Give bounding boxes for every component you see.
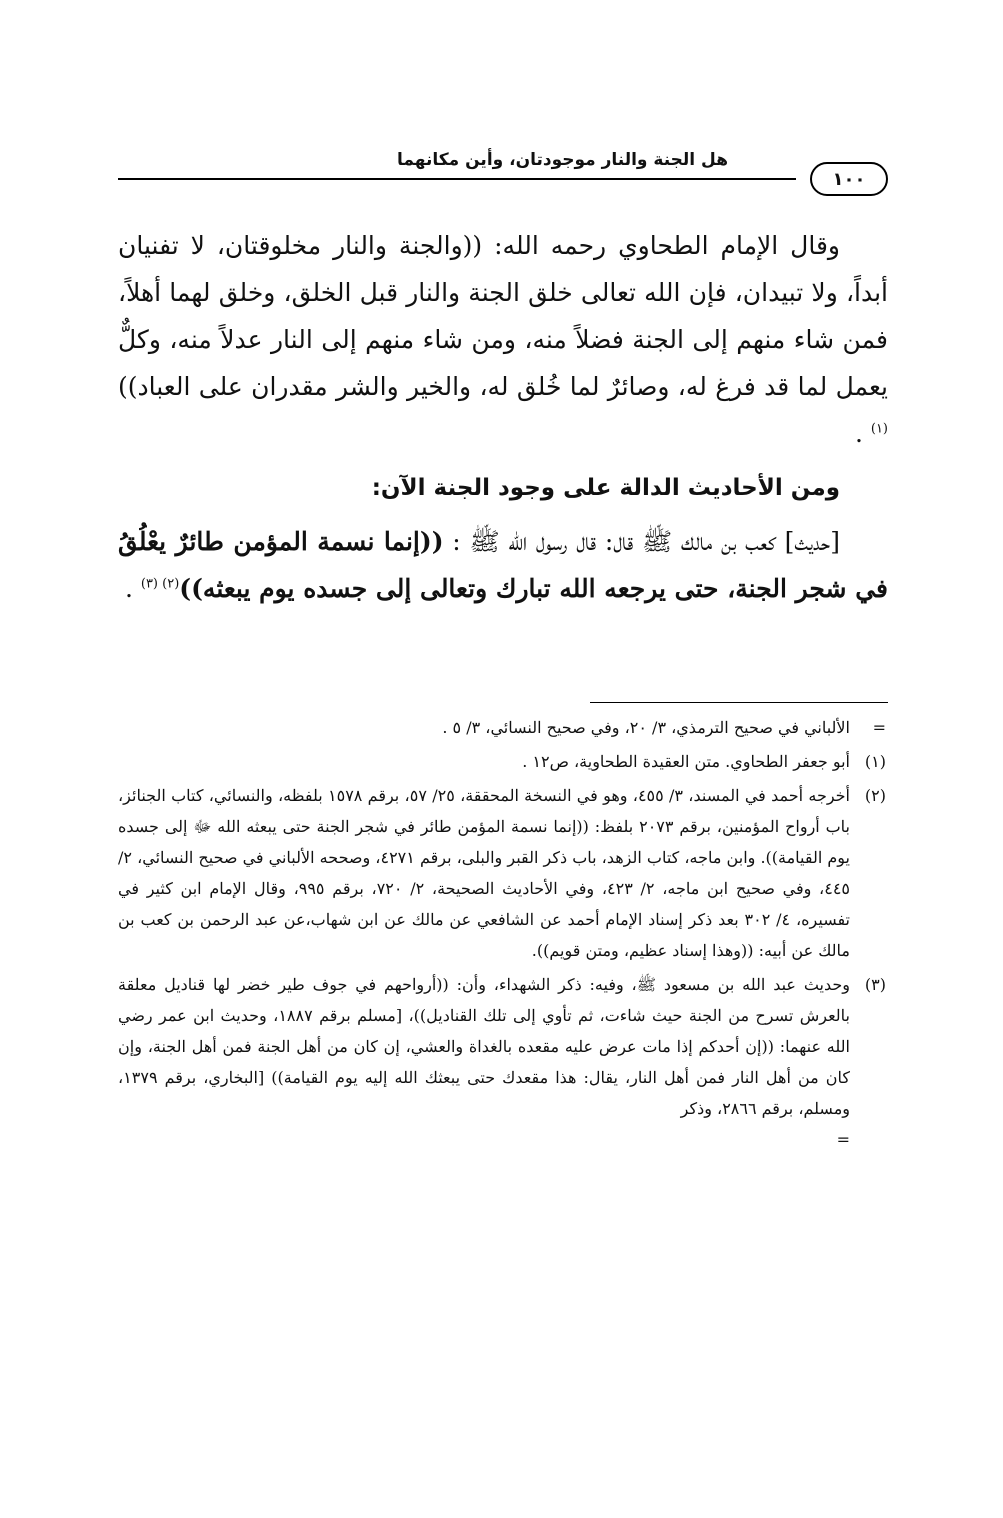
hadith-text: ((إنما نسمة المؤمن طائرٌ يعْلُقُ في شجر الجنة، حتى يرجعه الله تبارك وتعالى إلى جسده يوم يبعثه)) — [118, 527, 888, 603]
running-title: هل الجنة والنار موجودتان، وأين مكانهما — [397, 150, 728, 170]
footnote-2-text: أخرجه أحمد في المسند، ٣/ ٤٥٥، وهو في النسخة المحققة، ٢٥/ ٥٧، برقم ١٥٧٨ بلفظه، والنسائي، كتاب الجنائز، باب أرواح المؤمنين، برقم ٢٠٧٣ بلفظ: ((إنما نسمة المؤمن طائر في شجر الجنة حتى يبعثه الله ﷻ إلى جسده يوم القيامة)). وابن ماجه، كتاب الزهد، باب ذكر القبر والبلى، برقم ٤٢٧١، وصححه الألباني في صحيح النسائي، ٢/ ٤٤٥، وفي صحيح ابن ماجه، ٢/ ٤٢٣، وفي الأحاديث الصحيحة، ٢/ ٧٢٠، برقم ٩٩٥، وقال الإمام ابن كثير في تفسيره، ٤/ ٣٠٢ بعد ذكر إسناد الإمام أحمد عن الشافعي عن مالك عن ابن شهاب،عن عبد الرحمن بن كعب بن مالك عن أبيه: ((وهذا إسناد عظيم، ومتن قويم)). — [118, 786, 851, 960]
footnote-ref-1: (١) — [870, 421, 888, 437]
hadith-paragraph — [118, 518, 888, 612]
paragraph-end: . — [854, 419, 871, 448]
tahawi-quote-text: وقال الإمام الطحاوي رحمه الله: ((والجنة والنار مخلوقتان، لا تفنيان أبداً، ولا تبيدان، فإن الله تعالى خلق الجنة والنار قبل الخلق، وخلق لهما أهلاً، فمن شاء منهم إلى الجنة فضلاً منه، ومن شاء منهم إلى النار عدلاً منه، وكلٌّ يعمل لما قد فرغ له، وصائرٌ لما خُلق له، والخير والشر مقدران على العباد)) — [118, 231, 888, 401]
page-header — [118, 150, 888, 198]
hadith-end: . — [124, 574, 141, 603]
continuation-text: الألباني في صحيح الترمذي، ٣/ ٢٠، وفي صحيح النسائي، ٣/ ٥ . — [442, 718, 850, 737]
footnote-3 — [118, 969, 888, 1155]
header-rule — [118, 178, 796, 180]
footnote-1-text: أبو جعفر الطحاوي. متن العقيدة الطحاوية، ص١٢ . — [522, 752, 850, 771]
footnote-2 — [118, 780, 888, 966]
tahawi-quote-paragraph — [118, 222, 888, 457]
footnote-1-mark: (١) — [864, 752, 886, 771]
continuation-mark: = — [872, 718, 886, 737]
footnote-3-mark: (٣) — [864, 975, 886, 994]
footnote-1 — [118, 746, 888, 777]
footnotes-section — [118, 712, 888, 1155]
hadith-intro: [حديث] كعب بن مالك ﷺ قال: قال رسول الله ﷺ : — [443, 527, 841, 556]
footnote-separator — [590, 702, 888, 703]
footnote-continuation — [118, 712, 888, 743]
footnote-3-text: وحديث عبد الله بن مسعود ﷺ، وفيه: ذكر الشهداء، وأن: ((أرواحهم في جوف طير خضر لها قناديل معلقة بالعرش تسرح من الجنة حيث شاءت، ثم تأوي إلى تلك القناديل))، [مسلم برقم ١٨٨٧، وحديث ابن عمر رضي الله عنهما: ((إن أحدكم إذا مات عرض عليه مقعده بالغداة والعشي، إن كان من أهل الجنة فمن أهل الجنة، وإن كان من أهل النار فمن أهل النار، يقال: هذا مقعدك حتى يبعثك الله إليه يوم القيامة)) [البخاري، برقم ١٣٧٩، ومسلم، برقم ٢٨٦٦، وذكر — [118, 975, 851, 1118]
footnote-3-continuation: = — [836, 1130, 850, 1149]
footnote-refs-2-3: (٢) (٣) — [140, 576, 180, 592]
section-heading: ومن الأحاديث الدالة على وجود الجنة الآن: — [371, 475, 840, 501]
page-number-badge: ١٠٠ — [810, 162, 888, 196]
main-text — [118, 222, 888, 612]
footnote-2-mark: (٢) — [864, 786, 886, 805]
